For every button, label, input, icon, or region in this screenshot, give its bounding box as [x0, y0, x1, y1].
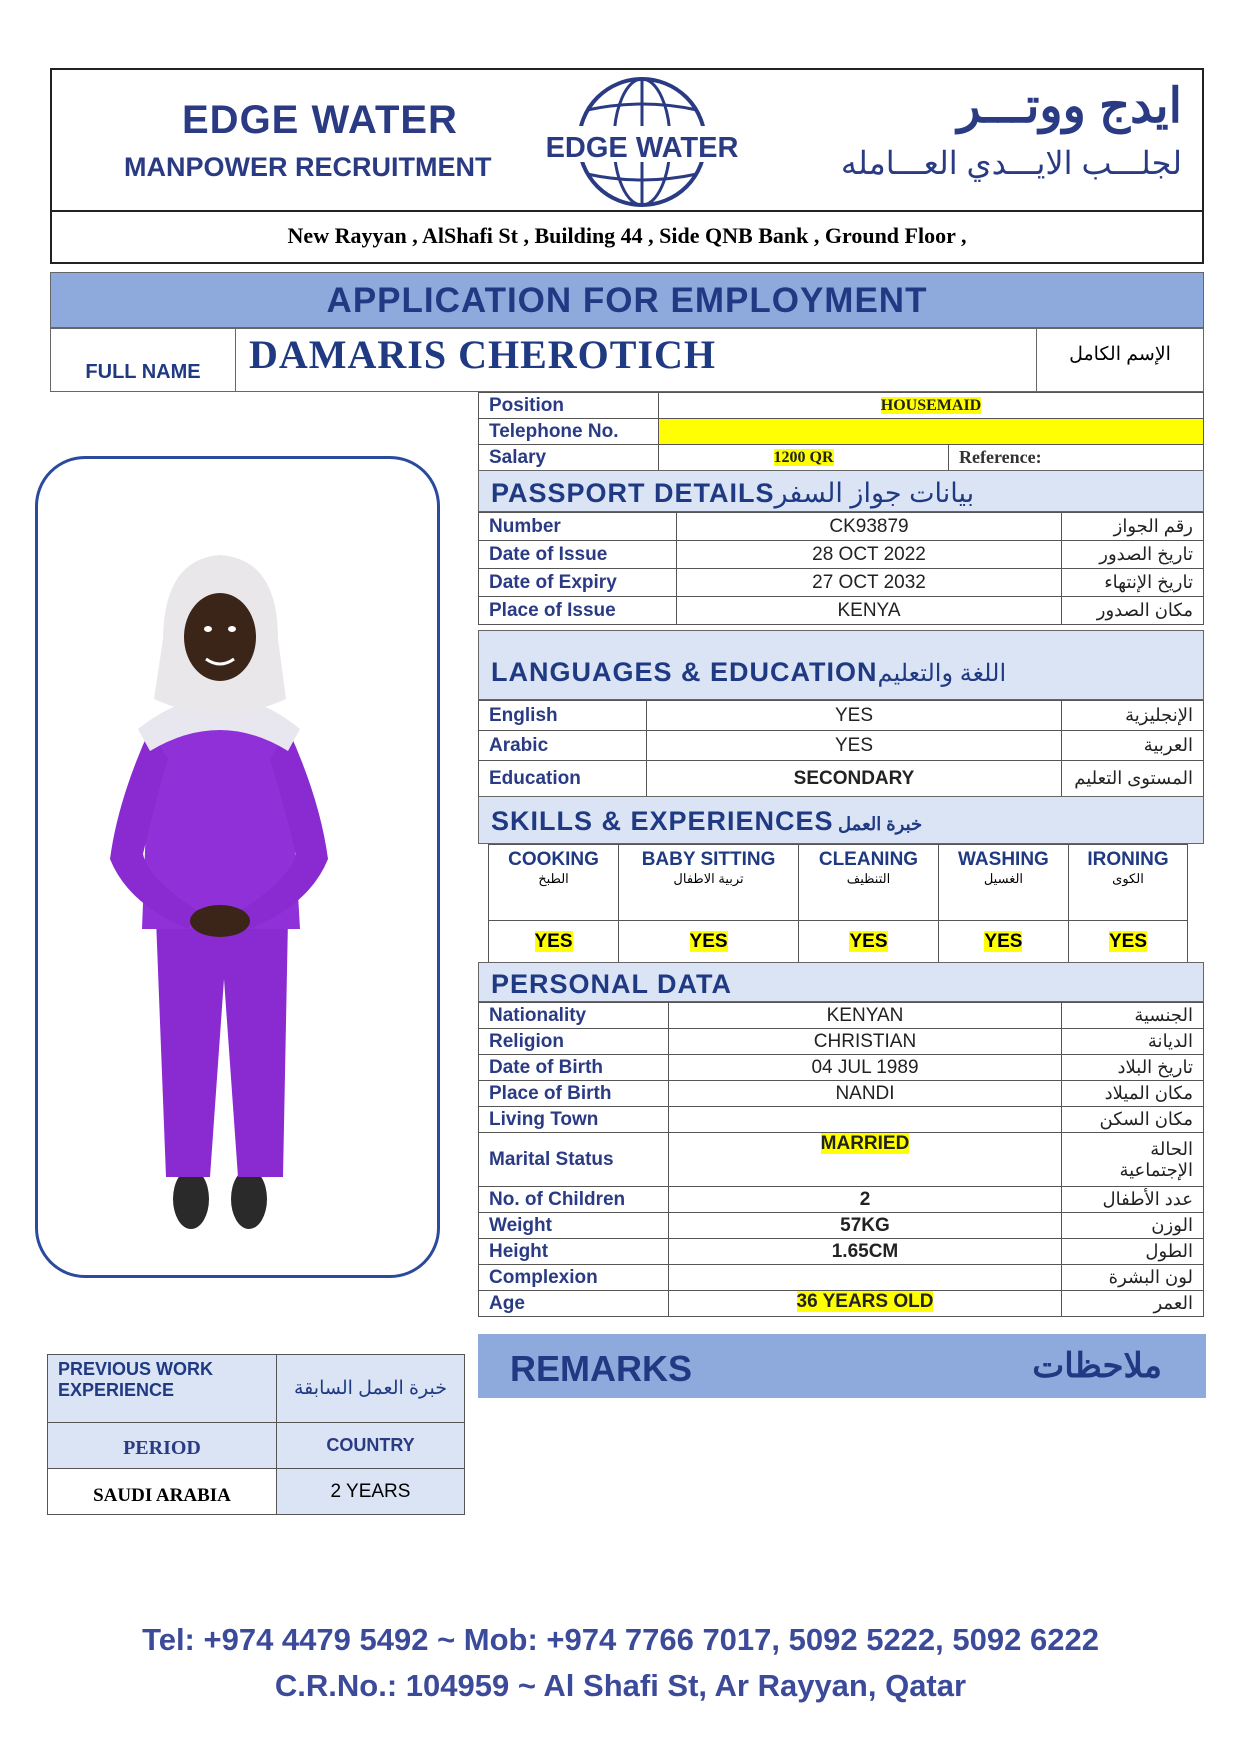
photo-frame — [35, 456, 440, 1278]
personal-table — [478, 1002, 1204, 1317]
footer-contact: Tel: +974 4479 5492 ~ Mob: +974 7766 7017, 5092 5222, 5092 6222 — [142, 1622, 1099, 1657]
personal-row — [479, 1029, 1204, 1055]
personal-row — [479, 1055, 1204, 1081]
personal-row — [479, 1187, 1204, 1213]
full-name-row — [50, 328, 1204, 392]
skill-header — [799, 845, 939, 921]
personal-row — [479, 1239, 1204, 1265]
passport-value: CK93879 — [829, 515, 909, 537]
languages-label-ar: العربية — [1062, 731, 1204, 761]
personal-value: 04 JUL 1989 — [811, 1056, 919, 1078]
personal-label-ar: مكان الميلاد — [1062, 1081, 1204, 1107]
passport-row — [479, 569, 1204, 597]
personal-label: Date of Birth — [479, 1055, 669, 1081]
salary-label: Salary — [479, 445, 659, 471]
telephone-label: Telephone No. — [479, 419, 659, 445]
languages-value: YES — [834, 734, 874, 756]
skill-value: YES — [984, 930, 1023, 952]
skills-table — [488, 844, 1188, 963]
languages-row — [479, 761, 1204, 797]
languages-value: YES — [834, 704, 874, 726]
languages-value: SECONDARY — [793, 767, 915, 789]
salary-value: 1200 QR — [773, 448, 834, 466]
personal-label: Height — [479, 1239, 669, 1265]
personal-label: Place of Birth — [479, 1081, 669, 1107]
job-table — [478, 392, 1204, 471]
brand-name-en: EDGE WATER — [182, 98, 458, 142]
personal-row — [479, 1213, 1204, 1239]
passport-title: PASSPORT DETAILS — [491, 478, 775, 508]
skills-title: SKILLS & EXPERIENCES — [491, 806, 834, 836]
position-value: HOUSEMAID — [880, 396, 982, 414]
personal-row — [479, 1107, 1204, 1133]
passport-label: Number — [479, 513, 677, 541]
work-experience-title-ar: خبرة العمل السابقة — [277, 1355, 465, 1423]
personal-value: 1.65CM — [831, 1240, 899, 1262]
remarks-title-ar: ملاحظات — [1032, 1347, 1162, 1385]
page-title: APPLICATION FOR EMPLOYMENT — [50, 272, 1204, 328]
country-header: COUNTRY — [277, 1423, 465, 1469]
personal-value: 36 YEARS OLD — [796, 1291, 934, 1312]
passport-table — [478, 512, 1204, 625]
languages-row — [479, 731, 1204, 761]
personal-label-ar: الديانة — [1062, 1029, 1204, 1055]
languages-header — [478, 630, 1204, 700]
passport-label: Date of Issue — [479, 541, 677, 569]
skill-name: BABY SITTING — [641, 849, 776, 870]
skill-name-ar: الطبخ — [538, 871, 569, 886]
full-name-label-ar: الإسم الكامل — [1036, 329, 1203, 391]
passport-label-ar: تاريخ الصدور — [1062, 541, 1204, 569]
personal-label-ar: تاريخ البلاد — [1062, 1055, 1204, 1081]
skill-value: YES — [534, 930, 573, 952]
applicant-photo — [38, 459, 440, 1278]
personal-row — [479, 1003, 1204, 1029]
work-row-period: 2 YEARS — [277, 1469, 465, 1515]
skill-header — [1068, 845, 1187, 921]
full-name-value: DAMARIS CHEROTICH — [249, 332, 717, 377]
reference-label: Reference: — [949, 445, 1204, 471]
passport-label-ar: رقم الجواز — [1062, 513, 1204, 541]
personal-label-ar: الوزن — [1062, 1213, 1204, 1239]
skill-name: CLEANING — [818, 849, 919, 870]
personal-label: No. of Children — [479, 1187, 669, 1213]
skill-name: COOKING — [508, 849, 599, 870]
languages-label-ar: المستوى التعليم — [1062, 761, 1204, 797]
personal-title: PERSONAL DATA — [491, 969, 733, 999]
skill-header — [938, 845, 1068, 921]
personal-label-ar: الحالة الإجتماعية — [1062, 1133, 1204, 1187]
work-row-country: SAUDI ARABIA — [48, 1469, 277, 1515]
personal-row — [479, 1081, 1204, 1107]
skill-name-ar: الكوى — [1112, 871, 1144, 886]
passport-label: Place of Issue — [479, 597, 677, 625]
brand-tagline-en: MANPOWER RECRUITMENT — [124, 152, 492, 182]
personal-label: Nationality — [479, 1003, 669, 1029]
logo-text: EDGE WATER — [545, 132, 739, 164]
personal-label: Age — [479, 1291, 669, 1317]
skill-value: YES — [1108, 930, 1147, 952]
personal-value: KENYAN — [826, 1004, 904, 1026]
languages-table — [478, 700, 1204, 797]
position-label: Position — [479, 393, 659, 419]
work-experience-table — [47, 1354, 465, 1515]
passport-value: 28 OCT 2022 — [812, 543, 926, 565]
passport-label: Date of Expiry — [479, 569, 677, 597]
languages-title: LANGUAGES & EDUCATION — [491, 657, 878, 687]
passport-label-ar: مكان الصدور — [1062, 597, 1204, 625]
address-bar: New Rayyan , AlShafi St , Building 44 , Side QNB Bank , Ground Floor , — [50, 212, 1204, 264]
languages-label: Arabic — [479, 731, 647, 761]
skill-name-ar: الغسيل — [983, 871, 1024, 886]
personal-label-ar: عدد الأطفال — [1062, 1187, 1204, 1213]
skills-title-ar: خبرة العمل — [838, 814, 923, 834]
personal-label: Religion — [479, 1029, 669, 1055]
telephone-value — [659, 419, 1204, 445]
passport-label-ar: تاريخ الإنتهاء — [1062, 569, 1204, 597]
personal-header — [478, 962, 1204, 1002]
personal-value: MARRIED — [820, 1133, 910, 1154]
personal-row — [479, 1133, 1204, 1187]
personal-label: Living Town — [479, 1107, 669, 1133]
skills-header — [478, 796, 1204, 844]
personal-label-ar: العمر — [1062, 1291, 1204, 1317]
personal-label-ar: مكان السكن — [1062, 1107, 1204, 1133]
skill-name: WASHING — [958, 849, 1049, 870]
personal-label-ar: الجنسية — [1062, 1003, 1204, 1029]
passport-row — [479, 597, 1204, 625]
skill-name: IRONING — [1087, 849, 1169, 870]
personal-value: CHRISTIAN — [813, 1030, 917, 1052]
personal-label: Weight — [479, 1213, 669, 1239]
passport-value: 27 OCT 2032 — [812, 571, 926, 593]
languages-label: Education — [479, 761, 647, 797]
personal-value: 57KG — [840, 1214, 890, 1236]
header-box — [50, 68, 1204, 212]
personal-value: 2 — [859, 1188, 871, 1210]
personal-label: Complexion — [479, 1265, 669, 1291]
skill-name-ar: تربية الاطفال — [673, 871, 744, 886]
skill-header — [619, 845, 799, 921]
personal-row — [479, 1291, 1204, 1317]
brand-tagline-ar: لجلـــب الايـــدي العـــامله — [840, 145, 1182, 181]
full-name-label: FULL NAME — [51, 329, 236, 391]
personal-row — [479, 1265, 1204, 1291]
languages-label: English — [479, 701, 647, 731]
personal-value: NANDI — [835, 1082, 895, 1104]
remarks-header — [478, 1334, 1206, 1398]
personal-label-ar: الطول — [1062, 1239, 1204, 1265]
skill-header — [489, 845, 619, 921]
skill-name-ar: التنظيف — [846, 871, 891, 886]
languages-label-ar: الإنجليزية — [1062, 701, 1204, 731]
brand-name-ar: ايدج ووتـــر — [957, 80, 1182, 133]
work-experience-title: PREVIOUS WORK EXPERIENCE — [48, 1355, 277, 1423]
passport-row — [479, 541, 1204, 569]
passport-title-ar: بيانات جواز السفر — [774, 478, 975, 508]
passport-header — [478, 470, 1204, 512]
remarks-title: REMARKS — [510, 1348, 693, 1389]
passport-row — [479, 513, 1204, 541]
passport-value: KENYA — [837, 599, 901, 621]
languages-title-ar: اللغة والتعليم — [877, 660, 1007, 687]
period-header: PERIOD — [48, 1423, 277, 1469]
personal-label-ar: لون البشرة — [1062, 1265, 1204, 1291]
skill-value: YES — [849, 930, 888, 952]
languages-row — [479, 701, 1204, 731]
footer-address: C.R.No.: 104959 ~ Al Shafi St, Ar Rayyan, Qatar — [274, 1668, 967, 1703]
personal-label: Marital Status — [479, 1133, 669, 1187]
skill-value: YES — [689, 930, 728, 952]
